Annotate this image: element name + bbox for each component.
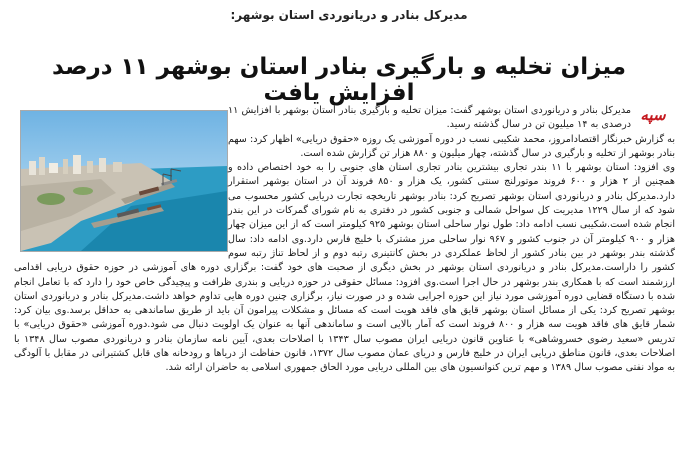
article-headline: میزان تخلیه و بارگیری بنادر استان بوشهر ۱۱ درصد افزایش یافت [51,54,627,106]
article-body [14,104,675,376]
article-paragraph: مدیرکل بنادر و دریانوردی استان بوشهر گفت: میزان تخلیه و بارگیری بنادر استان بوشهر با افزایش ۱۱ درصدی به ۱۴ میلیون تن در سال گذشته رسید. [228,105,631,131]
newspaper-logo-icon: سپه [640,106,666,124]
logo-spacer [631,104,675,128]
article-kicker: مدیرکل بنادر و دریانوردی استان بوشهر: [230,8,468,22]
article-paragraph: به گزارش خبرنگار اقتصادامروز، محمد شکیبی نسب در دوره آموزشی یک روزه «حقوق دریایی» اظهار کرد: سهم بنادر بوشهر از تخلیه و بارگیری در سال گذشته، چهار میلیون و ۸۸۰ هزار تن گزارش شده است. [228,133,675,159]
article-paragraph: وی افزود: استان بوشهر با ۱۱ بندر تجاری بیشترین بنادر تجاری استان های جنوبی را به خود اختصاص داده و همچنین از ۲ هزار و ۶۰۰ فروند موتورلنج سنتی کشور، یک هزار و ۸۵۰ فروند آن در استان بوشهر استقرار دارد.مدیرکل بنادر و دریانوردی استان بوشهر تصریح کرد: بنادر بوشهر تاریخچه تجارت دریایی کشور محسوب می شود که از سال ۱۲۲۹ مدیریت کل سواحل شمالی و جنوبی کشور در دفتری به نام شورای گمرکات در این بندر انجام شده است.شکیبی نسب ادامه داد: طول نوار ساحلی استان بوشهر ۹۲۵ کیلومتر است که از این میزان چهار هزار و ۹۰۰ کیلومتر آن در جنوب کشور و ۹۶۷ نوار ساحلی مرز مشترک با خلیج فارس دارد.وی ادامه داد: سال گذشته بندر بوشهر در بین بنادر کشور از لحاظ عملکردی در بخش کانتینری رتبه دوم و از لحاظ تناژ رتبه سوم کشور را داراست.مدیرکل بنادر و دریانوردی استان بوشهر در بخش دیگری از صحبت های خود گفت: برگزاری دوره های آموزشی در حوزه حقوق دریایی اقدامی ارزشمند است که با همکاری بندر بوشهر در حال اجرا است.وی افزود: مسائل حقوقی در حوزه دریایی و بندری ظرافت و پیچیدگی خاص خود را دارد که با تعامل انجام شده با دستگاه قضایی دوره آموزشی مورد نیاز این حوزه اجرایی شده و در صورت نیاز، برگزاری چنین دوره هایی تداوم خواهد داشت.مدیرکل بنادر و دریانوردی استان بوشهر تصریح کرد: یکی از مسائل استان بوشهر قایق های فاقد هویت است که مسائل و مشکلات پیرامون آن باید از طریق ساماندهی به حداقل برسد.وی بیان کرد: شمار قایق های فاقد هویت سه هزار و ۸۰۰ فروند است که آمار بالایی است و ساماندهی آنها به عنوان یک اولویت دنبال می شود.دوره آموزشی «حقوق دریایی» با تدریس «سعید رضوی خسروشاهی» با عناوین قانون دریایی ایران مصوب سال ۱۳۴۳ با اصلاحات بعدی، آیین نامه سازمان بنادر و دریانوردی مصوب سال ۱۳۴۸ با اصلاحات بعدی، قانون مناطق دریایی ایران در خلیج فارس و دریای عمان مصوب سال ۱۳۷۲، قانون حفاظت از دریاها و رودخانه های قابل کشتیرانی در مقابل با آلودگی به مواد نفتی مصوب سال ۱۳۸۹ و مهم ترین کنوانسیون های بین المللی دریایی مورد الحاق جمهوری اسلامی به حاضران ارائه شد. [14,162,676,374]
photo-spacer [14,104,228,254]
